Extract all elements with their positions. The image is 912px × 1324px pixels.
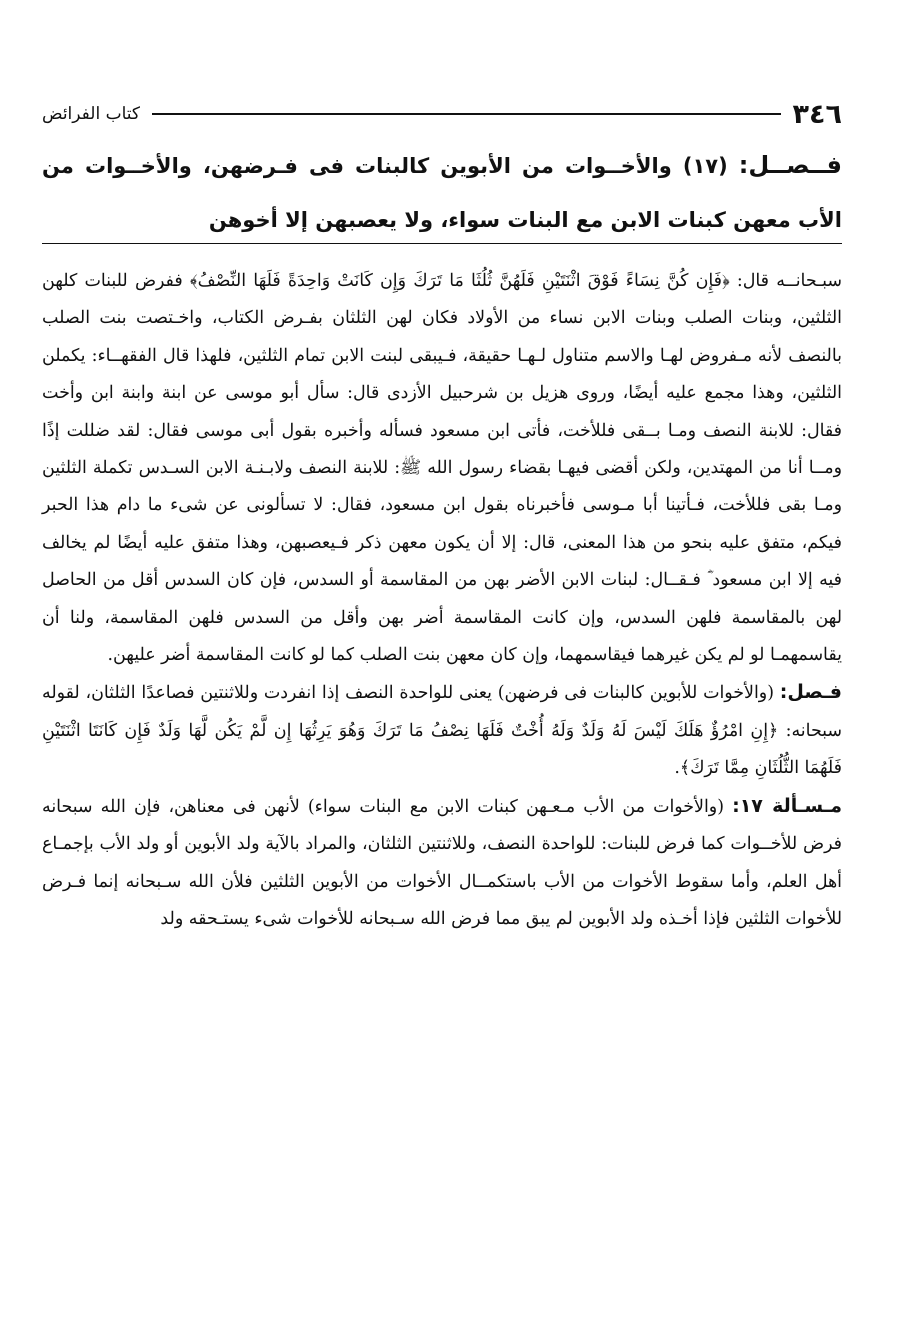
chapter-heading (42, 138, 842, 247)
quran-verse-2: ﴿إِنِ امْرُؤٌ هَلَكَ لَيْسَ لَهُ وَلَدٌ وَلَهُ أُخْتٌ فَلَهَا نِصْفُ مَا تَرَكَ وَهُوَ يَرِثُهَا إِن لَّمْ يَكُن لَّهَا وَلَدٌ فَإِن كَانَتَا اثْنَتَيْنِ فَلَهُمَا الثُّلُثَانِ مِمَّا تَرَكَ﴾ (42, 720, 842, 779)
paragraph-2 (42, 674, 842, 787)
paragraph-3 (42, 788, 842, 939)
paragraph-2-end: . (674, 758, 680, 779)
body-text (42, 263, 842, 938)
header-rule (152, 113, 781, 115)
page-header (42, 96, 842, 132)
paragraph-2-text: (والأخوات للأبوين كالبنات فى فرضهن) يعنى للواحدة النصف إذا انفردت وللاثنتين فصاعدًا الثلثان، لقوله سبحانه: (42, 683, 842, 741)
chapter-heading-text: (١٧) والأخــوات من الأبوين كالبنات فى فـرضهن، والأخــوات من الأب معهن كبنات الابن مع البنات سواء، ولا يعصبهن إلا أخوهن (42, 154, 842, 232)
section-keyword: فـصل: (779, 681, 842, 704)
page-number: ٣٤٦ (792, 98, 842, 130)
chapter-keyword: فــصــل: (738, 151, 842, 179)
running-title: كتاب الفرائض (42, 104, 140, 124)
paragraph-1-text: ففرض للبنات كلهن الثلثين، وبنات الصلب وبنات الابن نساء من الأولاد فكان لهن الثلثان بفـرض الكتاب، واخـتصت بنت الصلب بالنصف لأنه مـفروض لهـا والاسم متناول لـهـا حقيقة، فـيبقى لبنت الابن تمام الثلثين، فلهذا قال الفقهــاء: يكملن الثلثين، وهذا مجمع عليه أيضًا، وروى هزيل بن شرحبيل الأزدى قال: سأل أبو موسى عن ابنة وابنة ابن وأخت فقال: للابنة النصف ومـا بــقى فللأخت، فأتى ابن مسعود فسأله وأخبره بقول أبى موسى فقال: لقد ضللت إذًا ومــا أنا من المهتدين، ولكن أقضى فيهـا بقضاء رسول الله ﷺ: للابنة النصف ولابـنـة الابن السـدس تكملة الثلثين ومـا بقى فللأخت، فـأتينا أبا مـوسى فأخبرناه بقول ابن مسعود، فقال: لا تسألونى عن شىء ما دام هذا الحبر فيكم، متفق عليه بنحو من هذا المعنى، قال: إلا أن يكون معهن ذكر فـيعصبهن، وهذا متفق عليه أيضًا لم يخالف فيه إلا ابن مسعود ؓ فـقــال: لبنات الابن الأضر بهن من المقاسمة أو السدس، فإن كان السدس أقل من الحاصل لهن بالمقاسمة فلهن السدس، وإن كانت المقاسمة أضر بهن وأقل من السدس فلهن المقاسمة، ولنا أن يقاسمهمـا لو لم يكن غيرهما فيقاسمهما، وإن كان معهن بنت الصلب كما لو كانت المقاسمة أضر عليهن. (42, 271, 842, 666)
heading-divider (42, 243, 842, 244)
paragraph-1-lead: سبـحانــه قال: (729, 271, 842, 291)
paragraph-1 (42, 263, 842, 674)
paragraph-3-text: (والأخوات من الأب مـعـهن كبنات الابن مع البنات سواء) لأنهن فى معناهن، فإن الله سبحانه فرض للأخــوات كما فرض للبنات: للواحدة النصف، وللاثنتين الثلثان، والمراد بالآية ولد الأبوين أو ولد الأب بإجمـاع أهل العلم، وأما سقوط الأخوات من الأب باستكمــال الأخوات من الأبوين الثلثين فلأن الله سـبحانه إنما فـرض للأخوات الثلثين فإذا أخـذه ولد الأبوين لم يبق مما فرض الله سـبحانه للأخوات شىء يستـحقه ولد (42, 796, 842, 929)
quran-verse-1: ﴿فَإِن كُنَّ نِسَاءً فَوْقَ اثْنَتَيْنِ فَلَهُنَّ ثُلُثَا مَا تَرَكَ وَإِن كَانَتْ وَاحِدَةً فَلَهَا النِّصْفُ﴾ (189, 271, 730, 291)
issue-keyword: مـسـألة ١٧: (732, 794, 842, 817)
